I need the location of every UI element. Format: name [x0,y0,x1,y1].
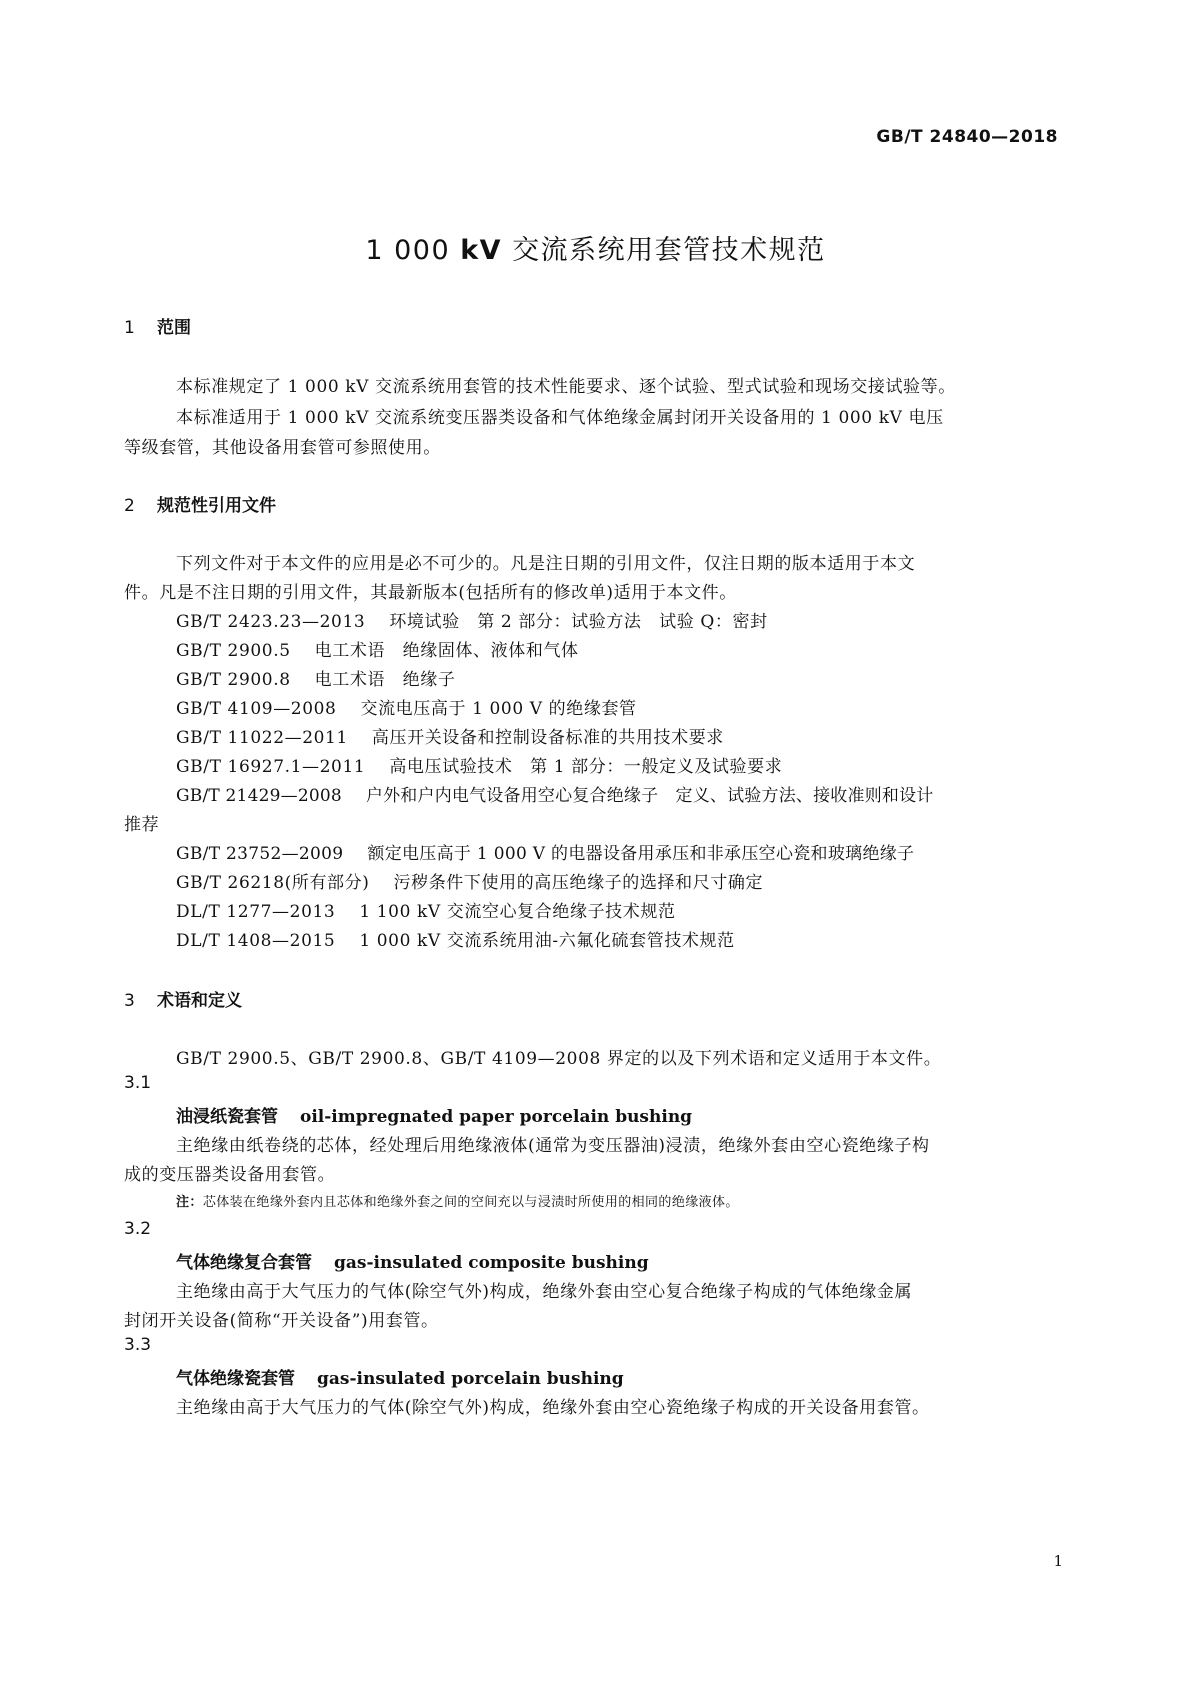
reference-title: 户外和户内电气设备用空心复合绝缘子 定义、试验方法、接收准则和设计 [365,786,934,806]
reference-item [176,839,914,864]
paragraph-line: GB/T 2900.5、GB/T 2900.8、GB/T 4109—2008 界定的以及下列术语和定义适用于本文件。 [176,1049,942,1069]
term-note [176,1191,739,1210]
reference-title: 1 000 kV 交流系统用油-六氟化硫套管技术规范 [359,931,735,951]
section-title: 术语和定义 [157,991,242,1011]
reference-code: DL/T 1277—2013 [176,902,336,922]
note-text: 芯体装在绝缘外套内且芯体和绝缘外套之间的空间充以与浸渍时所使用的相同的绝缘液体。 [202,1195,739,1210]
reference-title: 1 100 kV 交流空心复合绝缘子技术规范 [359,902,676,922]
section-1-heading [124,313,191,338]
term-zh: 气体绝缘复合套管 [176,1253,312,1273]
section-2-heading [124,491,276,516]
reference-title: 高压开关设备和控制设备标准的共用技术要求 [371,728,724,748]
term-definition-line: 主绝缘由纸卷绕的芯体，经处理后用绝缘液体(通常为变压器油)浸渍，绝缘外套由空心瓷绝缘子构 [176,1136,930,1156]
reference-title: 高电压试验技术 第 1 部分：一般定义及试验要求 [389,757,783,777]
term-number: 3.3 [124,1335,152,1355]
reference-code: GB/T 11022—2011 [176,728,348,748]
reference-code: GB/T 23752—2009 [176,844,344,864]
title-prefix: 1 000 [365,235,461,266]
term-en: gas-insulated porcelain bushing [317,1369,624,1389]
section-number: 2 [124,496,135,516]
reference-item [176,723,724,748]
reference-item [176,636,579,661]
term-definition-line: 主绝缘由高于大气压力的气体(除空气外)构成，绝缘外套由空心瓷绝缘子构成的开关设备用套管。 [176,1398,930,1418]
term-en: gas-insulated composite bushing [334,1253,649,1273]
reference-title: 额定电压高于 1 000 V 的电器设备用承压和非承压空心瓷和玻璃绝缘子 [367,844,915,864]
paragraph-line: 本标准适用于 1 000 kV 交流系统变压器类设备和气体绝缘金属封闭开关设备用的 1 000 kV 电压 [176,408,944,428]
section-number: 1 [124,318,135,338]
standard-code: GB/T 24840—2018 [876,127,1058,147]
note-label: 注： [176,1195,203,1210]
paragraph-line: 本标准规定了 1 000 kV 交流系统用套管的技术性能要求、逐个试验、型式试验和现场交接试验等。 [176,377,956,397]
title-unit: kV [460,235,503,266]
paragraph-line: 等级套管，其他设备用套管可参照使用。 [124,438,441,458]
term-heading [176,1102,692,1127]
term-zh: 油浸纸瓷套管 [176,1107,278,1127]
reference-title: 电工术语 绝缘子 [314,670,456,690]
page-number: 1 [1053,1552,1063,1570]
reference-item [176,897,676,922]
term-number: 3.2 [124,1219,152,1239]
page-title [0,228,1191,267]
section-number: 3 [124,991,135,1011]
reference-title: 交流电压高于 1 000 V 的绝缘套管 [360,699,637,719]
term-zh: 气体绝缘瓷套管 [176,1369,295,1389]
reference-item [176,868,763,893]
reference-item-continuation: 推荐 [124,815,160,835]
term-number: 3.1 [124,1073,152,1093]
section-3-heading [124,986,242,1011]
paragraph-line: 下列文件对于本文件的应用是必不可少的。凡是注日期的引用文件，仅注日期的版本适用于本文 [176,554,916,574]
reference-code: GB/T 2900.5 [176,641,291,661]
reference-code: GB/T 2423.23—2013 [176,612,366,632]
reference-item [176,926,735,951]
reference-item [176,665,455,690]
term-heading [176,1248,649,1273]
reference-title: 电工术语 绝缘固体、液体和气体 [314,641,579,661]
paragraph-line: 件。凡是不注日期的引用文件，其最新版本(包括所有的修改单)适用于本文件。 [124,583,737,603]
reference-code: DL/T 1408—2015 [176,931,336,951]
term-en: oil-impregnated paper porcelain bushing [300,1107,693,1127]
reference-title: 污秽条件下使用的高压绝缘子的选择和尺寸确定 [393,873,764,893]
reference-item [176,607,768,632]
reference-code: GB/T 26218(所有部分) [176,873,370,893]
title-rest: 交流系统用套管技术规范 [502,235,826,266]
reference-code: GB/T 21429—2008 [176,786,342,806]
reference-item [176,752,782,777]
reference-code: GB/T 2900.8 [176,670,291,690]
reference-code: GB/T 16927.1—2011 [176,757,366,777]
term-heading [176,1364,624,1389]
term-definition-line: 封闭开关设备(简称“开关设备”)用套管。 [124,1311,439,1331]
reference-code: GB/T 4109—2008 [176,699,337,719]
reference-item [176,781,934,806]
section-title: 规范性引用文件 [157,496,276,516]
term-definition-line: 主绝缘由高于大气压力的气体(除空气外)构成，绝缘外套由空心复合绝缘子构成的气体绝缘金属 [176,1282,913,1302]
section-title: 范围 [157,318,191,338]
reference-title: 环境试验 第 2 部分：试验方法 试验 Q：密封 [389,612,768,632]
reference-item [176,694,637,719]
term-definition-line: 成的变压器类设备用套管。 [124,1165,336,1185]
